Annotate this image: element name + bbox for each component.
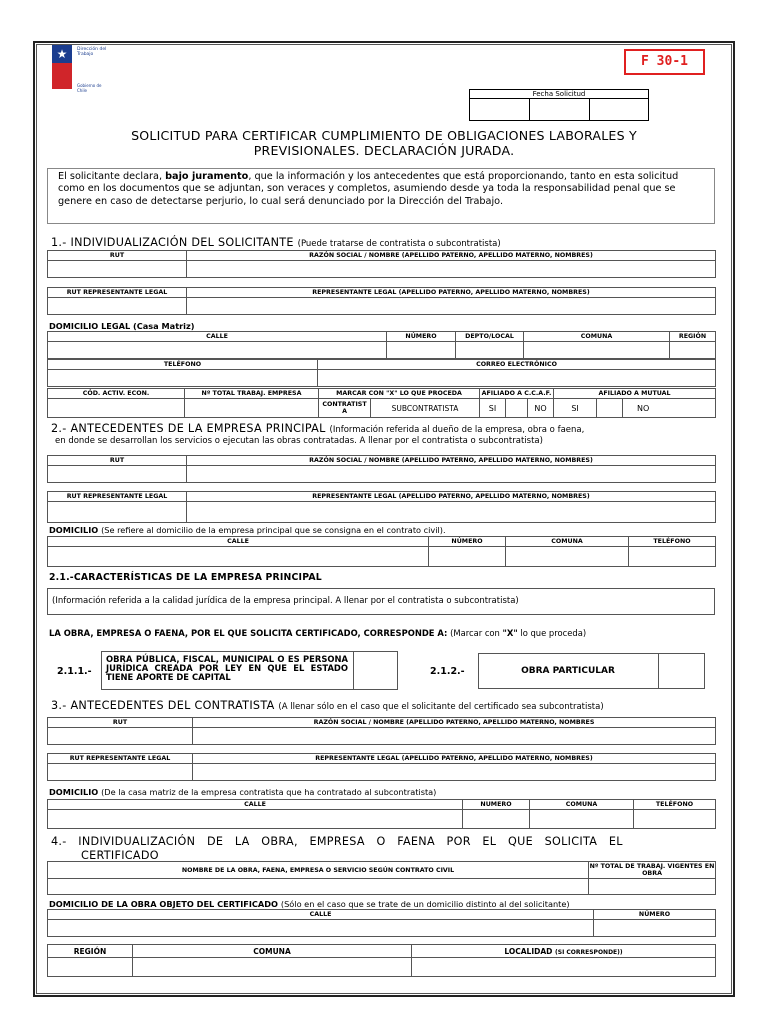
s4-localidad-note: (SI CORRESPONDE)) xyxy=(555,948,623,956)
s4-total-trab-field[interactable] xyxy=(589,879,716,895)
s3-domicilio-heading: DOMICILIO xyxy=(49,787,99,797)
section-1-title xyxy=(51,236,501,249)
s21-opt2-code: 2.1.2.- xyxy=(430,666,465,677)
s4-localidad-field[interactable] xyxy=(412,958,716,977)
s3-comuna-field[interactable] xyxy=(530,810,634,829)
s1-region-header: REGIÓN xyxy=(670,332,716,342)
s4-localidad-label: LOCALIDAD xyxy=(504,946,553,956)
s3-calle-header: CALLE xyxy=(48,800,463,810)
s3-rut-header: RUT xyxy=(48,718,193,728)
s1-calle-field[interactable] xyxy=(48,342,387,359)
s1-cod-activ-field[interactable] xyxy=(48,399,185,418)
s1-comuna-header: COMUNA xyxy=(524,332,670,342)
s1-rut-table xyxy=(47,250,716,278)
s1-telefono-header: TELÉFONO xyxy=(48,360,318,370)
s4-comuna-header: COMUNA xyxy=(133,945,412,958)
s1-marcar-header: MARCAR CON "X" LO QUE PROCEDA xyxy=(319,389,480,399)
s4-numero-header: NÚMERO xyxy=(594,910,716,920)
s1-correo-header: CORREO ELECTRÓNICO xyxy=(318,360,716,370)
s1-razon-field[interactable] xyxy=(187,261,716,278)
s4-calle-header: CALLE xyxy=(48,910,594,920)
section-3-note: (A llenar sólo en el caso que el solicitante del certificado sea subcontratista) xyxy=(278,702,604,712)
s3-rut-field[interactable] xyxy=(48,728,193,745)
s1-rep-header: REPRESENTANTE LEGAL (APELLIDO PATERNO, APELLIDO MATERNO, NOMBRES) xyxy=(187,288,716,298)
s1-contacto-table xyxy=(47,359,716,387)
s4-calle-field[interactable] xyxy=(48,920,594,937)
fecha-month-field[interactable] xyxy=(530,100,589,120)
star-icon: ★ xyxy=(56,47,68,61)
section-1-heading: 1.- INDIVIDUALIZACIÓN DEL SOLICITANTE xyxy=(51,236,294,249)
s1-total-trab-field[interactable] xyxy=(185,399,319,418)
s2-razon-header: RAZÓN SOCIAL / NOMBRE (APELLIDO PATERNO, APELLIDO MATERNO, NOMBRES) xyxy=(187,456,716,466)
logo-text: Dirección del Trabajo xyxy=(77,47,107,57)
s1-rut-rep-header: RUT REPRESENTANTE LEGAL xyxy=(48,288,187,298)
s1-mutual-si-checkbox[interactable] xyxy=(597,399,623,418)
declaration-bold: bajo juramento xyxy=(165,171,249,182)
section-2-title xyxy=(51,422,584,435)
s3-rep-field[interactable] xyxy=(193,764,716,781)
logo-red-band xyxy=(52,63,72,89)
s2-calle-header: CALLE xyxy=(48,537,429,547)
s1-ccaf-header: AFILIADO A C.C.A.F. xyxy=(480,389,554,399)
s4-comuna-field[interactable] xyxy=(133,958,412,977)
s2-telefono-header: TELÉFONO xyxy=(629,537,716,547)
title-line-2: PREVISIONALES. DECLARACIÓN JURADA. xyxy=(253,143,515,158)
s21-question-x: "X" xyxy=(502,628,518,638)
s1-calle-header: CALLE xyxy=(48,332,387,342)
s1-comuna-field[interactable] xyxy=(524,342,670,359)
s1-domicilio-table xyxy=(47,331,716,359)
fecha-day-field[interactable] xyxy=(470,100,529,120)
s3-calle-field[interactable] xyxy=(48,810,463,829)
s2-rut-rep-header: RUT REPRESENTANTE LEGAL xyxy=(48,492,187,502)
s1-rut-rep-field[interactable] xyxy=(48,298,187,315)
s1-mutual-header: AFILIADO A MUTUAL xyxy=(554,389,716,399)
s2-domicilio-note: (Se refiere al domicilio de la empresa principal que se consigna en el contrato civil). xyxy=(101,525,446,535)
s21-question-note-end: lo que proceda) xyxy=(517,628,587,638)
section-4-heading: 4.- INDIVIDUALIZACIÓN DE LA OBRA, EMPRESA O FAENA POR EL QUE SOLICITA EL xyxy=(51,835,623,848)
declaration-text-cont: , que la información y los antecedentes que está proporcionando, tanto en esta solicitud como en los documentos que se adjuntan, son veraces y completos, asumiendo desde ya toda la responsabilidad penal que se genere en caso de detectarse perjurio, lo cual será denunciado por la Dirección del Trabajo. xyxy=(58,171,679,207)
section-2-heading: 2.- ANTECEDENTES DE LA EMPRESA PRINCIPAL xyxy=(51,422,326,435)
logo-subtext: Gobierno de Chile xyxy=(77,83,102,93)
s4-nombre-obra-header: NOMBRE DE LA OBRA, FAENA, EMPRESA O SERVICIO SEGÚN CONTRATO CIVIL xyxy=(48,862,589,879)
section-4-heading-cont: CERTIFICADO xyxy=(81,849,159,862)
form-code: F 30-1 xyxy=(624,49,705,75)
s3-rep-header: REPRESENTANTE LEGAL (APELLIDO PATERNO, APELLIDO MATERNO, NOMBRES) xyxy=(193,754,716,764)
s21-question-text: LA OBRA, EMPRESA O FAENA, POR EL QUE SOLICITA CERTIFICADO, CORRESPONDE A: xyxy=(49,628,448,638)
s1-mutual-no-label: NO xyxy=(623,399,716,418)
s2-comuna-field[interactable] xyxy=(506,547,629,567)
s1-region-field[interactable] xyxy=(670,342,716,359)
s1-rep-field[interactable] xyxy=(187,298,716,315)
s4-domicilio-label xyxy=(49,899,570,909)
s2-rut-field[interactable] xyxy=(48,466,187,483)
section-3-title xyxy=(51,699,604,712)
s1-activ-table xyxy=(47,388,716,418)
s1-subcontratista-label: SUBCONTRATISTA xyxy=(371,399,480,418)
s2-calle-field[interactable] xyxy=(48,547,429,567)
s3-domicilio-note: (De la casa matriz de la empresa contratista que ha contratado al subcontratista) xyxy=(101,787,437,797)
s4-total-trab-header: Nº TOTAL DE TRABAJ. VIGENTES EN OBRA xyxy=(589,863,715,877)
s2-numero-field[interactable] xyxy=(429,547,506,567)
section-4-title xyxy=(51,835,713,863)
s4-numero-field[interactable] xyxy=(594,920,716,937)
s3-rut-rep-field[interactable] xyxy=(48,764,193,781)
s1-correo-field[interactable] xyxy=(318,370,716,387)
s4-localidad-header xyxy=(412,945,716,958)
s1-rut-field[interactable] xyxy=(48,261,187,278)
fecha-year-field[interactable] xyxy=(590,100,648,120)
s1-total-trab-header: Nº TOTAL TRABAJ. EMPRESA xyxy=(185,389,319,399)
s21-note-box: (Información referida a la calidad jurídica de la empresa principal. A llenar por el contratista o subcontratista) xyxy=(47,588,715,615)
s2-telefono-field[interactable] xyxy=(629,547,716,567)
s1-cod-activ-header: CÓD. ACTIV. ECON. xyxy=(48,389,185,399)
declaration-box xyxy=(47,168,715,224)
s4-region-table xyxy=(47,944,716,977)
s1-domicilio-label: DOMICILIO LEGAL (Casa Matriz) xyxy=(49,321,195,331)
declaration-text: El solicitante declara, xyxy=(58,171,166,182)
s4-nombre-obra-field[interactable] xyxy=(48,879,589,895)
s21-opt2-checkbox[interactable] xyxy=(658,653,705,689)
s4-region-field[interactable] xyxy=(48,958,133,977)
s21-question xyxy=(49,628,586,638)
s1-telefono-field[interactable] xyxy=(48,370,318,387)
s3-razon-header: RAZÓN SOCIAL / NOMBRE (APELLIDO PATERNO, APELLIDO MATERNO, NOMBRES xyxy=(193,718,716,728)
s1-rut-header: RUT xyxy=(48,251,187,261)
s2-rep-header: REPRESENTANTE LEGAL (APELLIDO PATERNO, APELLIDO MATERNO, NOMBRES) xyxy=(187,492,716,502)
s21-question-note: (Marcar con xyxy=(450,628,503,638)
s3-domicilio-label xyxy=(49,787,436,797)
s2-rep-table xyxy=(47,491,716,523)
s2-domicilio-heading: DOMICILIO xyxy=(49,525,99,535)
s4-obra-table xyxy=(47,861,716,895)
fecha-solicitud-label: Fecha Solicitud xyxy=(469,89,649,99)
s3-domicilio-table xyxy=(47,799,716,829)
s1-contratista-label: CONTRATIST A xyxy=(319,399,371,418)
s2-numero-header: NÚMERO xyxy=(429,537,506,547)
s1-razon-header: RAZÓN SOCIAL / NOMBRE (APELLIDO PATERNO, APELLIDO MATERNO, NOMBRES) xyxy=(187,251,716,261)
s3-rut-table xyxy=(47,717,716,745)
title-line-1: SOLICITUD PARA CERTIFICAR CUMPLIMIENTO DE OBLIGACIONES LABORALES Y xyxy=(131,128,637,143)
s4-calle-table xyxy=(47,909,716,937)
s1-ccaf-si-label: SI xyxy=(480,399,506,418)
s1-mutual-si-label: SI xyxy=(554,399,597,418)
section-2-note-cont: en donde se desarrollan los servicios o ejecutan las obras contratadas. A llenar por el contratista o subcontratista) xyxy=(55,436,543,446)
s21-opt2-text: OBRA PARTICULAR xyxy=(521,666,615,676)
s3-numero-field[interactable] xyxy=(463,810,530,829)
section-2-note: (Información referida al dueño de la empresa, obra o faena, xyxy=(329,425,585,435)
s1-ccaf-no-label: NO xyxy=(528,399,554,418)
s1-depto-header: DEPTO/LOCAL xyxy=(456,332,524,342)
s1-depto-field[interactable] xyxy=(456,342,524,359)
s3-telefono-header: TELÉFONO xyxy=(634,800,716,810)
s2-razon-field[interactable] xyxy=(187,466,716,483)
s3-rut-rep-header: RUT REPRESENTANTE LEGAL xyxy=(48,754,193,764)
page-title xyxy=(40,128,728,158)
s2-rep-field[interactable] xyxy=(187,502,716,523)
s2-rut-table xyxy=(47,455,716,483)
s4-domicilio-heading: DOMICILIO DE LA OBRA OBJETO DEL CERTIFICADO xyxy=(49,899,279,909)
section-1-note: (Puede tratarse de contratista o subcontratista) xyxy=(297,239,501,249)
s3-numero-header: NUMERO xyxy=(463,800,530,810)
s21-opt1-checkbox[interactable] xyxy=(353,651,398,690)
s3-comuna-header: COMUNA xyxy=(530,800,634,810)
s2-rut-rep-field[interactable] xyxy=(48,502,187,523)
s21-opt1-code: 2.1.1.- xyxy=(57,666,92,677)
s4-domicilio-note: (Sólo en el caso que se trate de un domicilio distinto al del solicitante) xyxy=(280,899,570,909)
s1-ccaf-si-checkbox[interactable] xyxy=(506,399,528,418)
section-3-heading: 3.- ANTECEDENTES DEL CONTRATISTA xyxy=(51,699,275,712)
s2-comuna-header: COMUNA xyxy=(506,537,629,547)
s3-razon-field[interactable] xyxy=(193,728,716,745)
s2-domicilio-label xyxy=(49,525,446,535)
s1-numero-header: NÚMERO xyxy=(387,332,456,342)
section-21-title: 2.1.-CARACTERÍSTICAS DE LA EMPRESA PRINCIPAL xyxy=(49,572,322,583)
s3-telefono-field[interactable] xyxy=(634,810,716,829)
s2-domicilio-table xyxy=(47,536,716,567)
s2-rut-header: RUT xyxy=(48,456,187,466)
s3-rep-table xyxy=(47,753,716,781)
s21-opt1-text: OBRA PÚBLICA, FISCAL, MUNICIPAL O ES PERSONA JURÍDICA CREADA POR LEY EN QUE EL ESTADO TIENE APORTE DE CAPITAL xyxy=(106,654,348,682)
s1-numero-field[interactable] xyxy=(387,342,456,359)
s1-rep-table xyxy=(47,287,716,315)
s4-region-header: REGIÓN xyxy=(48,945,133,958)
